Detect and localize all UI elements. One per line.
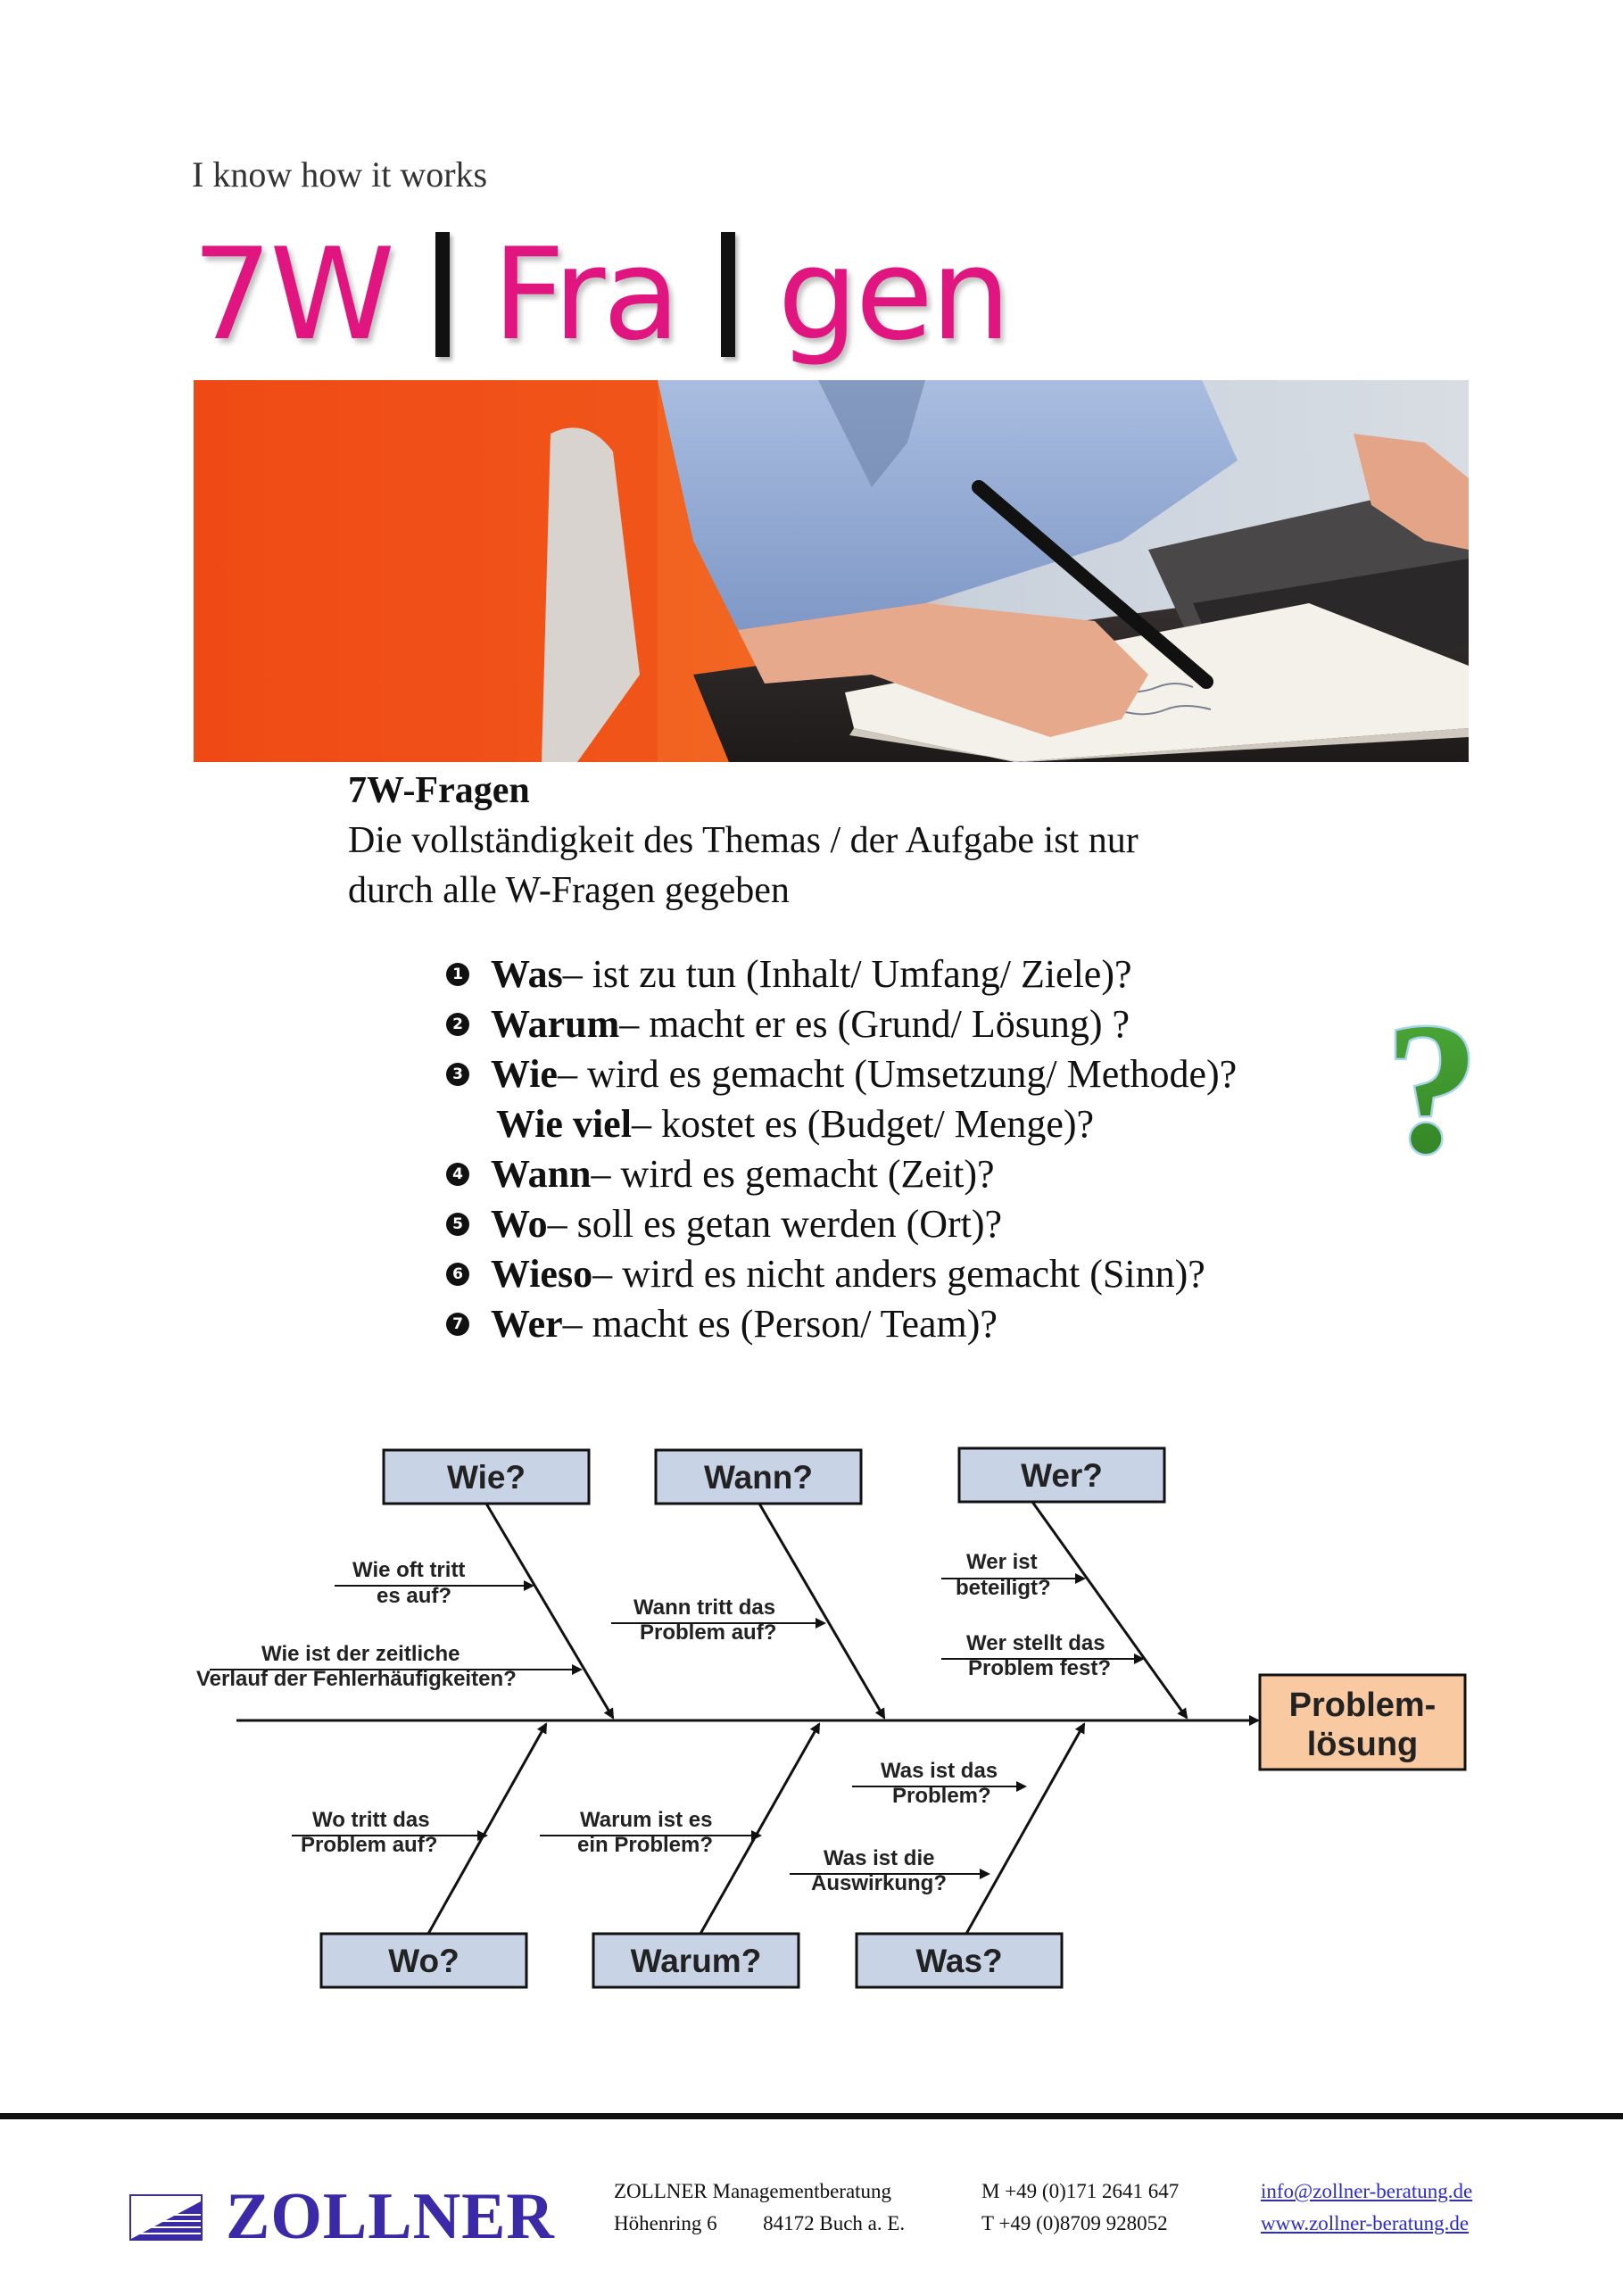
list-item	[446, 1249, 1237, 1299]
sub-label: Wo tritt das	[312, 1808, 430, 1832]
head-label-line-1: Problem-	[1288, 1687, 1437, 1724]
question-text: – soll es getan werden (Ort)?	[547, 1202, 1003, 1246]
title-divider	[721, 232, 735, 357]
address-line	[614, 2208, 905, 2240]
bone-warum	[700, 1724, 819, 1934]
footer-phones	[981, 2176, 1179, 2240]
question-keyword: Wieso	[491, 1252, 593, 1296]
bone-wann	[759, 1504, 884, 1718]
question-text: – kostet es (Budget/ Menge)?	[631, 1102, 1095, 1146]
box-label-was: Was?	[915, 1943, 1003, 1979]
question-keyword: Wann	[491, 1152, 592, 1196]
sub-label: Wann tritt das	[633, 1596, 776, 1620]
phone-number: T +49 (0)8709 928052	[981, 2212, 1168, 2234]
sub-label: es auf?	[377, 1584, 452, 1608]
footer-divider	[0, 2113, 1623, 2119]
number-badge: 6	[446, 1263, 469, 1286]
question-keyword: Wie	[491, 1052, 558, 1096]
footer-address	[614, 2176, 905, 2240]
sub-label: Wer ist	[966, 1550, 1038, 1574]
hero-photo	[194, 380, 1469, 762]
page-title	[192, 210, 1008, 379]
list-item	[446, 1149, 1237, 1199]
street: Höhenring 6	[614, 2212, 717, 2234]
zollner-logo-icon	[129, 2194, 203, 2241]
question-list	[446, 949, 1237, 1349]
sub-label: Auswirkung?	[811, 1871, 948, 1895]
title-part-7w: 7W	[192, 220, 393, 369]
number-badge: 7	[446, 1313, 469, 1336]
footer-links	[1261, 2176, 1472, 2240]
city: 84172 Buch a. E.	[763, 2212, 906, 2234]
question-keyword: Warum	[491, 1002, 620, 1046]
sub-label: beteiligt?	[956, 1576, 1051, 1600]
sub-label: Problem?	[892, 1784, 991, 1808]
box-label-wann: Wann?	[704, 1459, 813, 1496]
mobile-number: M +49 (0)171 2641 647	[981, 2180, 1180, 2202]
company-logo	[129, 2179, 555, 2255]
email-link[interactable]: info@zollner-beratung.de	[1261, 2180, 1473, 2202]
bone-was	[966, 1724, 1084, 1934]
list-item	[446, 1199, 1237, 1249]
sub-label: Wer stellt das	[966, 1631, 1105, 1655]
list-item	[446, 1049, 1237, 1099]
sub-label: Problem fest?	[968, 1656, 1112, 1680]
box-label-wo: Wo?	[388, 1943, 460, 1979]
question-text: – ist zu tun (Inhalt/ Umfang/ Ziele)?	[562, 952, 1132, 996]
title-divider	[435, 232, 450, 357]
sub-label: Was ist die	[824, 1846, 935, 1870]
intro-line-1: Die vollständigkeit des Themas / der Aufgabe ist nur	[348, 820, 1139, 861]
title-part-gen: gen	[777, 220, 1008, 369]
box-label-warum: Warum?	[630, 1943, 762, 1979]
question-mark-glyph: ?	[1385, 991, 1479, 1169]
list-item	[446, 999, 1237, 1049]
fishbone-diagram	[192, 1432, 1477, 2003]
sub-label: ein Problem?	[577, 1833, 714, 1857]
question-mark-icon	[1374, 991, 1490, 1169]
box-label-wer: Wer?	[1021, 1457, 1103, 1494]
number-badge: 3	[446, 1063, 469, 1086]
number-badge: 5	[446, 1213, 469, 1236]
question-text: – macht er es (Grund/ Lösung) ?	[619, 1002, 1130, 1046]
question-text: – wird es gemacht (Umsetzung/ Methode)?	[557, 1052, 1238, 1096]
bone-wo	[428, 1724, 546, 1934]
head-label-line-2: lösung	[1306, 1726, 1419, 1763]
sub-label: Problem auf?	[640, 1620, 777, 1645]
sub-label: Verlauf der Fehlerhäufigkeiten?	[196, 1667, 517, 1691]
intro-section	[348, 766, 1139, 916]
sub-label: Wie ist der zeitliche	[261, 1642, 460, 1666]
number-badge: 1	[446, 963, 469, 986]
list-item	[446, 1299, 1237, 1349]
bone-wer	[1032, 1502, 1187, 1718]
sub-label: Was ist das	[881, 1759, 998, 1783]
company-name: ZOLLNER Managementberatung	[614, 2180, 892, 2202]
question-keyword: Wo	[491, 1202, 548, 1246]
sub-label: Wie oft tritt	[352, 1558, 466, 1582]
number-badge: 4	[446, 1163, 469, 1186]
question-text: – wird es nicht anders gemacht (Sinn)?	[592, 1252, 1205, 1296]
box-label-wie: Wie?	[446, 1459, 526, 1496]
question-text: – macht es (Person/ Team)?	[562, 1302, 998, 1346]
website-link[interactable]: www.zollner-beratung.de	[1261, 2212, 1470, 2234]
list-item	[446, 1099, 1237, 1149]
question-keyword: Wer	[491, 1302, 563, 1346]
intro-heading: 7W-Fragen	[348, 770, 530, 811]
question-keyword: Was	[491, 952, 563, 996]
title-part-fra: Fra	[492, 220, 678, 369]
tagline: I know how it works	[192, 154, 488, 195]
question-keyword: Wie viel	[496, 1102, 632, 1146]
sub-label: Problem auf?	[301, 1833, 438, 1857]
number-badge: 2	[446, 1013, 469, 1036]
list-item	[446, 949, 1237, 999]
logo-wordmark: ZOLLNER	[226, 2180, 555, 2253]
sub-label: Warum ist es	[580, 1808, 713, 1832]
question-text: – wird es gemacht (Zeit)?	[591, 1152, 995, 1196]
intro-line-2: durch alle W-Fragen gegeben	[348, 870, 790, 911]
